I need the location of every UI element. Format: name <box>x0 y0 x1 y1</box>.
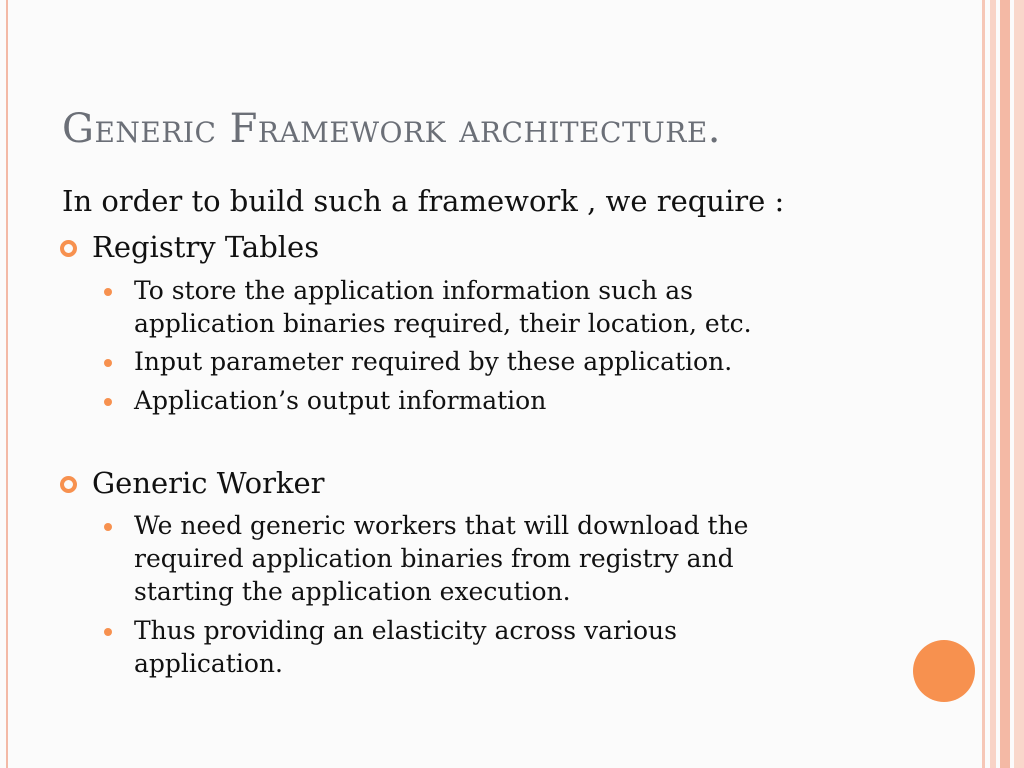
bullet-text: Input parameter required by these application. <box>134 347 733 376</box>
right-border-stripe <box>982 0 985 768</box>
ring-bullet-icon <box>60 240 77 257</box>
section-heading-label: Generic Worker <box>92 466 325 500</box>
right-border-stripe <box>990 0 996 768</box>
list-item <box>104 345 824 378</box>
list-item <box>104 614 824 680</box>
dot-bullet-icon <box>104 359 112 367</box>
left-border-line <box>6 0 8 768</box>
decorative-orange-circle <box>913 640 975 702</box>
bullet-text: Thus providing an elasticity across various application. <box>134 616 677 678</box>
ring-bullet-icon <box>60 476 77 493</box>
list-item <box>104 509 824 608</box>
dot-bullet-icon <box>104 288 112 296</box>
section-heading-label: Registry Tables <box>92 230 320 264</box>
right-border-stripe <box>1000 0 1010 768</box>
dot-bullet-icon <box>104 398 112 406</box>
dot-bullet-icon <box>104 628 112 636</box>
slide-title: Generic Framework architecture. <box>62 106 721 152</box>
bullet-text: We need generic workers that will download the required application binaries from registry and starting the application execution. <box>134 511 749 606</box>
list-item <box>104 274 824 340</box>
bullet-text: Application’s output information <box>134 386 547 415</box>
list-item <box>104 384 824 417</box>
intro-text: In order to build such a framework , we require : <box>62 184 785 218</box>
bullet-text: To store the application information such as application binaries required, their location, etc. <box>134 276 752 338</box>
dot-bullet-icon <box>104 523 112 531</box>
right-border-stripe <box>1014 0 1024 768</box>
